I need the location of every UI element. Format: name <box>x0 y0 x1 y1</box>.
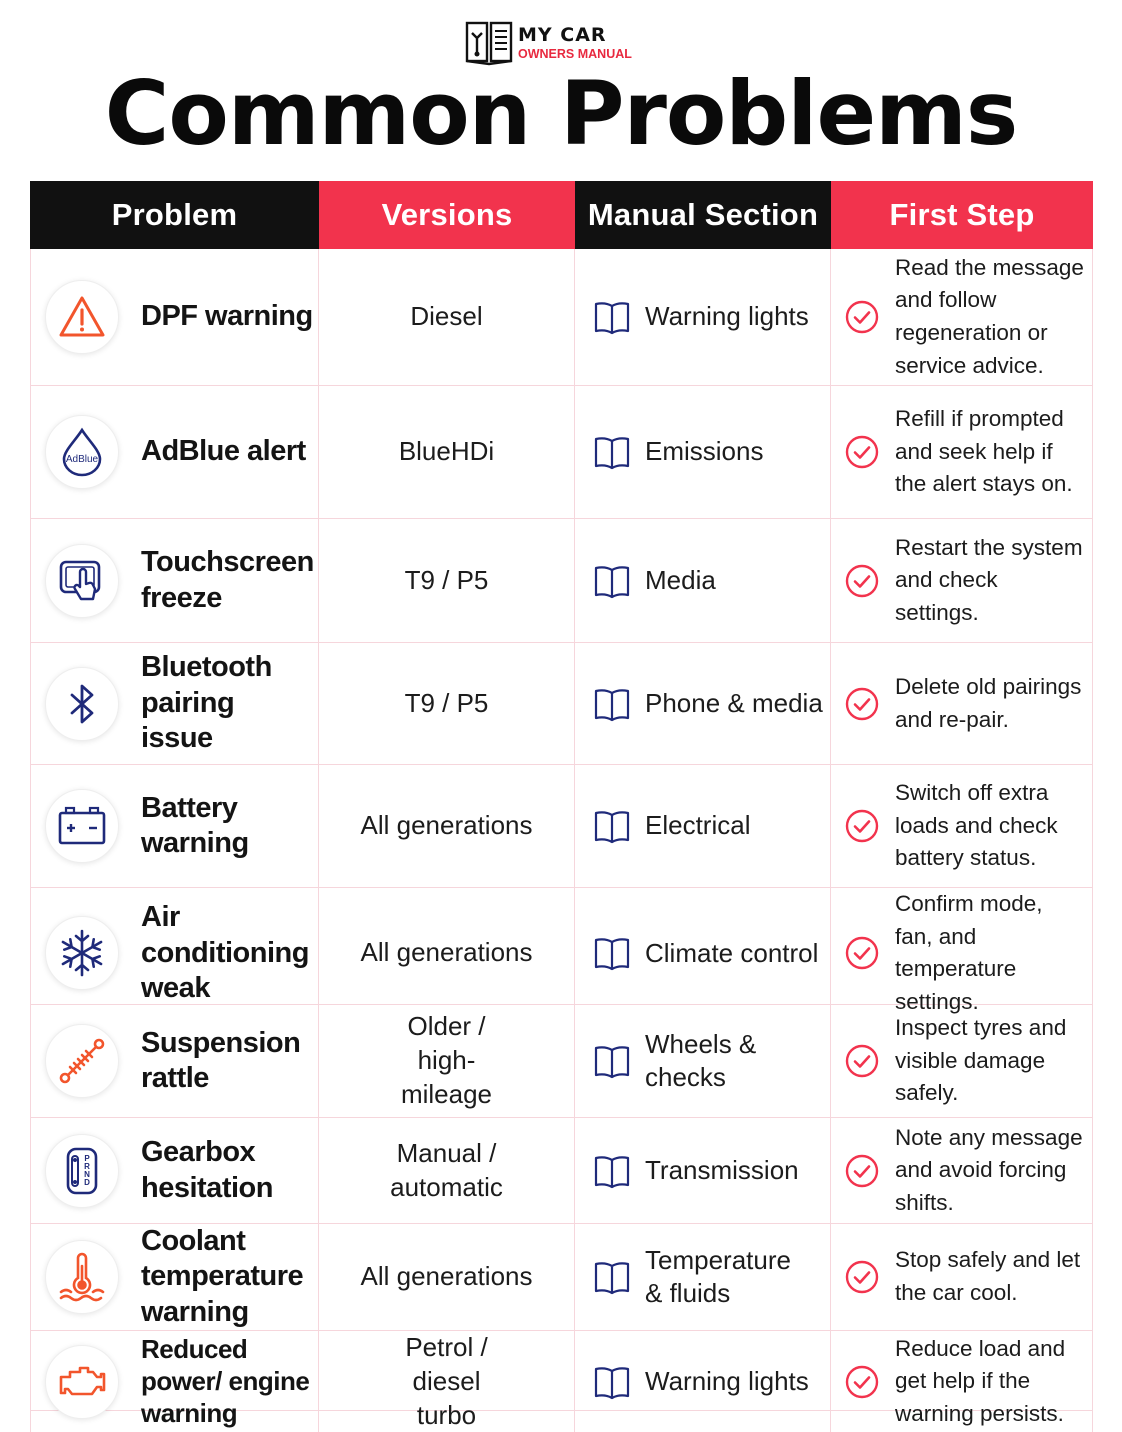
problem-cell <box>30 1118 319 1223</box>
versions-label: Diesel <box>410 301 483 332</box>
first-step-cell <box>831 1331 1093 1432</box>
versions-cell <box>319 888 575 1019</box>
problem-cell <box>30 1224 319 1330</box>
adblue-icon-text: AdBlue <box>65 454 99 465</box>
versions-cell <box>319 1224 575 1330</box>
problem-label: DPF warning <box>141 300 313 333</box>
manual-section-cell <box>575 1331 831 1432</box>
versions-cell <box>319 519 575 642</box>
table-body <box>30 249 1093 1430</box>
check-circle-icon <box>845 1260 879 1294</box>
snowflake-icon <box>45 916 119 990</box>
manual-section-label: Climate control <box>645 937 819 968</box>
versions-label: Manual / automatic <box>390 1137 503 1202</box>
table-row <box>30 1118 1093 1224</box>
table-header <box>30 181 1093 249</box>
problem-label: Air conditioning weak <box>141 901 309 1004</box>
problem-cell <box>30 643 319 764</box>
versions-cell <box>319 643 575 764</box>
header-versions: Versions <box>319 181 575 249</box>
problem-label: Coolant temperature warning <box>141 1225 304 1328</box>
problem-label: Suspension rattle <box>141 1026 301 1094</box>
bluetooth-icon <box>45 667 119 741</box>
first-step-cell <box>831 888 1093 1019</box>
header-manual-section: Manual Section <box>575 181 831 249</box>
first-step-cell <box>831 386 1093 518</box>
problem-cell <box>30 1331 319 1432</box>
gear-selector-icon <box>45 1134 119 1208</box>
manual-section-label: Warning lights <box>645 301 809 332</box>
manual-section-cell <box>575 765 831 887</box>
warning-triangle-icon <box>45 280 119 354</box>
check-circle-icon <box>845 564 879 598</box>
check-circle-icon <box>845 1365 879 1399</box>
book-icon <box>593 685 631 723</box>
check-circle-icon <box>845 936 879 970</box>
problem-label: Gearbox hesitation <box>141 1136 273 1204</box>
manual-section-cell <box>575 249 831 385</box>
table-row <box>30 519 1093 643</box>
brand-subtitle: OWNERS MANUAL <box>518 46 632 61</box>
first-step-label: Reduce load and get help if the warning persists. <box>895 1335 1066 1426</box>
manual-book-icon <box>464 19 514 67</box>
first-step-label: Read the message and follow regeneration or service advice. <box>895 254 1084 378</box>
table-row <box>30 1331 1093 1430</box>
table-row <box>30 1005 1093 1118</box>
first-step-cell <box>831 249 1093 385</box>
book-icon <box>593 1363 631 1401</box>
manual-section-label: Media <box>645 564 716 595</box>
versions-label: All generations <box>360 1261 533 1292</box>
versions-cell <box>319 1118 575 1223</box>
first-step-label: Note any message and avoid forcing shifts. <box>895 1124 1083 1215</box>
touchscreen-icon <box>45 544 119 618</box>
first-step-label: Switch off extra loads and check battery status. <box>895 780 1058 871</box>
problem-label: Reduced power/ engine warning <box>141 1334 310 1428</box>
versions-label: All generations <box>360 810 533 841</box>
versions-label: BlueHDi <box>398 436 495 467</box>
problem-cell <box>30 888 319 1019</box>
manual-section-label: Temperature & fluids <box>645 1244 791 1309</box>
svg-text:D: D <box>84 1177 90 1187</box>
manual-section-cell <box>575 643 831 764</box>
manual-section-label: Phone & media <box>645 687 823 718</box>
book-icon <box>593 807 631 845</box>
versions-cell <box>319 249 575 385</box>
first-step-label: Confirm mode, fan, and temperature settings. <box>895 891 1043 1014</box>
book-icon <box>593 1258 631 1296</box>
problem-cell <box>30 1005 319 1117</box>
first-step-cell <box>831 1224 1093 1330</box>
problem-cell <box>30 765 319 887</box>
first-step-cell <box>831 1005 1093 1117</box>
table-row <box>30 765 1093 888</box>
versions-label: Older / high-mileage <box>400 1011 493 1109</box>
table-row <box>30 249 1093 386</box>
brand-name: MY CAR <box>518 23 607 46</box>
first-step-cell <box>831 643 1093 764</box>
first-step-label: Inspect tyres and visible damage safely. <box>895 1015 1067 1106</box>
check-circle-icon <box>845 300 879 334</box>
header-first-step: First Step <box>831 181 1093 249</box>
svg-text:N: N <box>84 1169 90 1179</box>
manual-section-cell <box>575 1118 831 1223</box>
manual-section-cell <box>575 1224 831 1330</box>
table-row <box>30 386 1093 519</box>
first-step-cell <box>831 519 1093 642</box>
coolant-thermometer-icon <box>45 1240 119 1314</box>
manual-section-cell <box>575 519 831 642</box>
versions-cell <box>319 386 575 518</box>
problem-label: AdBlue alert <box>141 435 306 468</box>
problem-label: Battery warning <box>141 791 249 859</box>
problem-label: Touchscreen freeze <box>141 546 314 614</box>
svg-text:R: R <box>84 1161 90 1171</box>
versions-label: All generations <box>360 937 533 968</box>
versions-cell <box>319 1331 575 1432</box>
battery-icon <box>45 789 119 863</box>
adblue-drop-icon <box>45 415 119 489</box>
manual-section-cell <box>575 386 831 518</box>
page-title: Common Problems <box>104 62 1018 165</box>
manual-section-label: Transmission <box>645 1154 799 1185</box>
manual-section-cell <box>575 1005 831 1117</box>
manual-section-label: Electrical <box>645 810 751 841</box>
book-icon <box>593 298 631 336</box>
versions-cell <box>319 1005 575 1117</box>
table-row <box>30 888 1093 1014</box>
first-step-cell <box>831 765 1093 887</box>
suspension-spring-icon <box>45 1024 119 1098</box>
book-icon <box>593 433 631 471</box>
first-step-label: Restart the system and check settings. <box>895 534 1083 625</box>
check-circle-icon <box>845 687 879 721</box>
table-row <box>30 1224 1093 1331</box>
manual-section-label: Wheels & checks <box>645 1028 757 1092</box>
book-icon <box>593 1152 631 1190</box>
problem-cell <box>30 519 319 642</box>
brand-logo <box>464 18 632 68</box>
engine-warning-icon <box>45 1345 119 1419</box>
check-circle-icon <box>845 1154 879 1188</box>
problems-table <box>30 181 1093 1430</box>
book-icon <box>593 562 631 600</box>
table-row <box>30 643 1093 765</box>
versions-label: T9 / P5 <box>404 564 489 595</box>
problem-cell <box>30 249 319 385</box>
check-circle-icon <box>845 435 879 469</box>
book-icon <box>593 1042 631 1080</box>
problem-label: Bluetooth pairing issue <box>141 651 272 755</box>
first-step-label: Stop safely and let the car cool. <box>895 1247 1081 1306</box>
svg-text:P: P <box>84 1153 90 1163</box>
book-icon <box>593 934 631 972</box>
first-step-label: Refill if prompted and seek help if the alert stays on. <box>895 406 1073 497</box>
check-circle-icon <box>845 1044 879 1078</box>
versions-label: Petrol / diesel turbo <box>405 1332 488 1430</box>
manual-section-cell <box>575 888 831 1019</box>
check-circle-icon <box>845 809 879 843</box>
versions-cell <box>319 765 575 887</box>
problem-cell <box>30 386 319 518</box>
first-step-label: Delete old pairings and re-pair. <box>895 673 1082 732</box>
manual-section-label: Emissions <box>645 436 764 467</box>
manual-section-label: Warning lights <box>645 1366 809 1397</box>
header-problem: Problem <box>30 181 319 249</box>
versions-label: T9 / P5 <box>404 687 489 718</box>
first-step-cell <box>831 1118 1093 1223</box>
